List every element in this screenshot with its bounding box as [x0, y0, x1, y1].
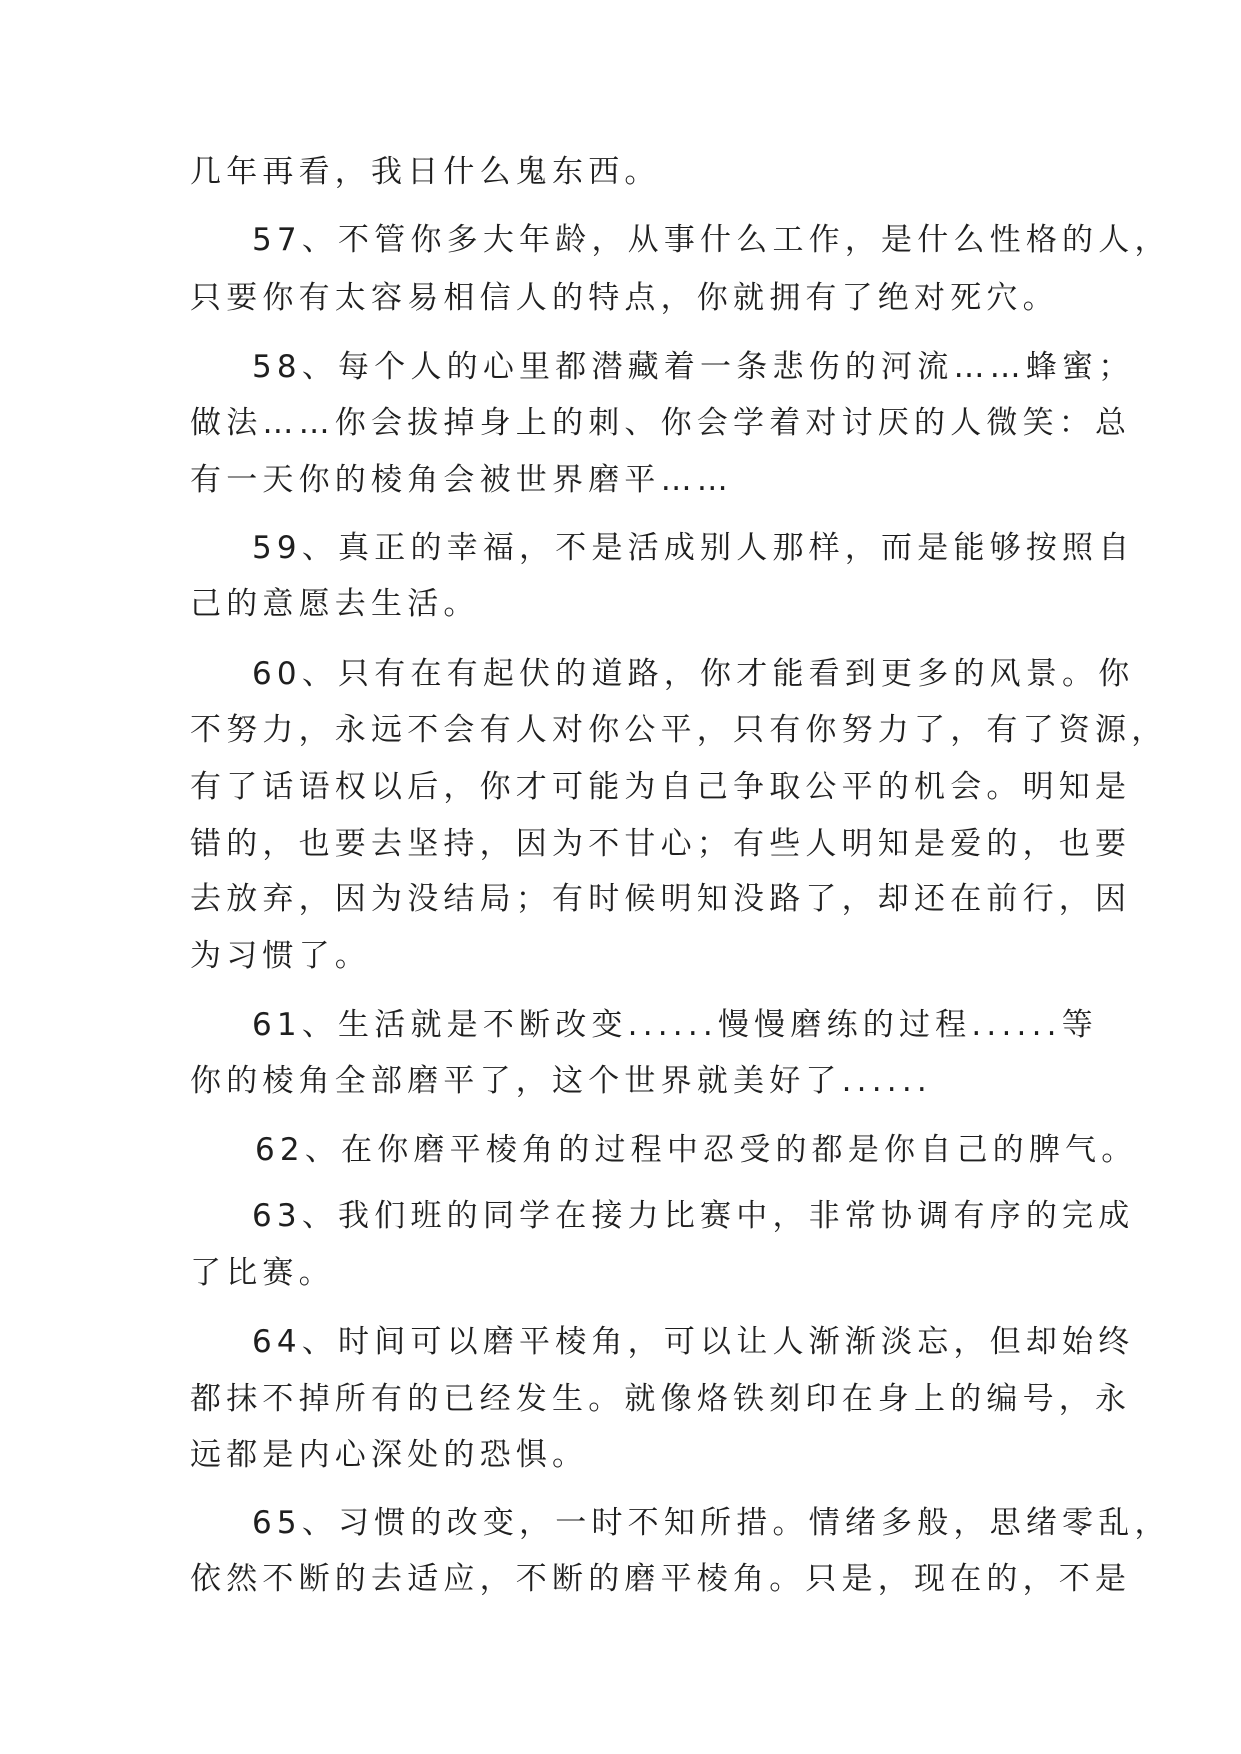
paragraph-62-line: 62、在你磨平棱角的过程中忍受的都是你自己的脾气。 — [255, 1132, 1138, 1168]
text-line: 做法……你会拔掉身上的刺、你会学着对讨厌的人微笑：总 — [190, 405, 1132, 441]
paragraph-63-first-line: 63、我们班的同学在接力比赛中，非常协调有序的完成 — [252, 1198, 1135, 1234]
text-line: 了比赛。 — [190, 1255, 335, 1291]
text-line: 己的意愿去生活。 — [190, 586, 480, 622]
text-line: 几年再看，我日什么鬼东西。 — [190, 154, 661, 190]
text-line: 错的，也要去坚持，因为不甘心；有些人明知是爱的，也要 — [190, 826, 1132, 862]
paragraph-65-first-line: 65、习惯的改变，一时不知所措。情绪多般，思绪零乱， — [252, 1505, 1171, 1541]
text-line: 只要你有太容易相信人的特点，你就拥有了绝对死穴。 — [190, 280, 1059, 316]
paragraph-58-first-line: 58、每个人的心里都潜藏着一条悲伤的河流……蜂蜜； — [252, 349, 1135, 385]
text-line: 为习惯了。 — [190, 938, 371, 974]
paragraph-57-first-line: 57、不管你多大年龄，从事什么工作，是什么性格的人， — [252, 222, 1171, 258]
paragraph-64-first-line: 64、时间可以磨平棱角，可以让人渐渐淡忘，但却始终 — [252, 1324, 1135, 1360]
text-line: 有一天你的棱角会被世界磨平…… — [190, 462, 733, 498]
text-line: 依然不断的去适应，不断的磨平棱角。只是，现在的，不是 — [190, 1561, 1132, 1597]
paragraph-60-first-line: 60、只有在有起伏的道路，你才能看到更多的风景。你 — [252, 656, 1135, 692]
text-line: 都抹不掉所有的已经发生。就像烙铁刻印在身上的编号，永 — [190, 1381, 1132, 1417]
text-line: 不努力，永远不会有人对你公平，只有你努力了，有了资源， — [190, 712, 1168, 748]
text-line: 有了话语权以后，你才可能为自己争取公平的机会。明知是 — [190, 769, 1132, 805]
paragraph-61-first-line: 61、生活就是不断改变......慢慢磨练的过程......等 — [252, 1007, 1098, 1043]
text-line: 远都是内心深处的恐惧。 — [190, 1437, 589, 1473]
paragraph-59-first-line: 59、真正的幸福，不是活成别人那样，而是能够按照自 — [252, 530, 1135, 566]
text-line: 你的棱角全部磨平了，这个世界就美好了...... — [190, 1063, 932, 1099]
text-line: 去放弃，因为没结局；有时候明知没路了，却还在前行，因 — [190, 881, 1132, 917]
